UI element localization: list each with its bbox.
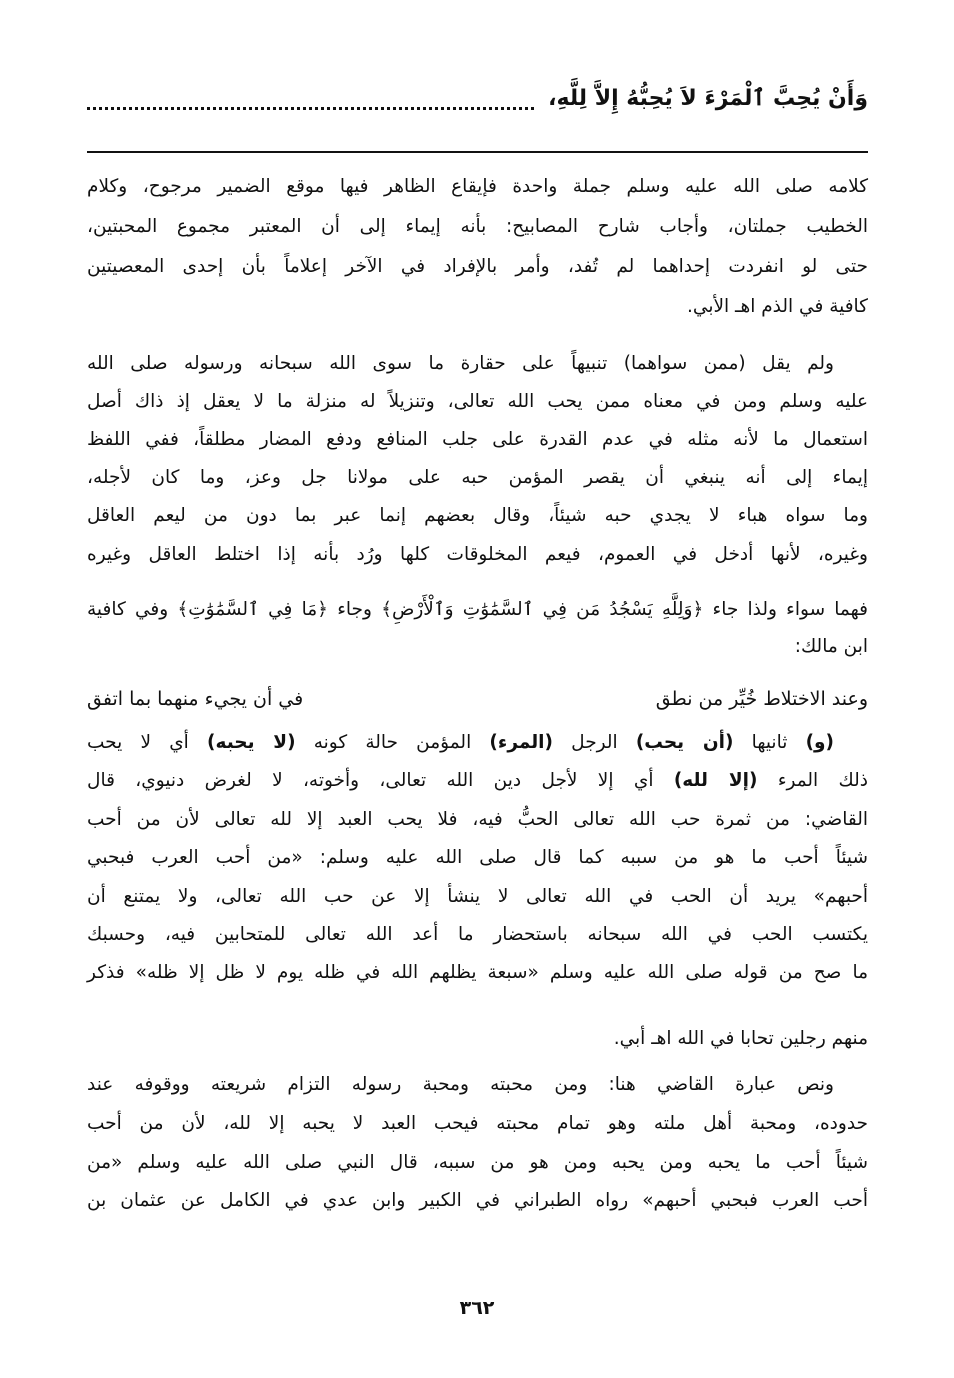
bold-matn-text: (إلا لله): [673, 770, 758, 791]
text-line: منهم رجلين تحابا في الله اهـ أبي.: [613, 1028, 868, 1049]
text-line: وما سواه هباء لا يجدي حبه شيئاً، وقال بعضهم إنما عبر بما دون من ليعم العاقل: [87, 505, 868, 526]
text-line: ما صح من قوله صلى الله عليه وسلم «سبعة يظلهم الله في ظله يوم لا ظل إلا ظله» فذكر: [87, 962, 868, 983]
text-line: يكتسب الحب في الله سبحانه باستحضار ما أعد الله تعالى للمتحابين فيه، وحسبك: [87, 924, 868, 945]
text-line: شيئاً أحب ما هو من سببه كما قال صلى الله عليه وسلم: «من أحب العرب فبحبي: [87, 847, 868, 868]
text-line: حتى لو انفردت إحداهما لم تُفد، وأمر بالإفراد في الآخر إعلاماً بأن إحدى المعصيتين: [87, 256, 868, 277]
verse-first-hemistich: وعند الاختلاط خُيِّر من نطق: [655, 688, 868, 710]
text-line: القاضي: من ثمرة حب الله تعالى الحبُّ فيه، فلا يحب العبد إلا لله تعالى لأن من أحب: [87, 809, 868, 830]
text-line: أحب العرب فبحبي أحبهم» رواه الطبراني في الكبير وابن عدي في الكامل عن عثمان بن: [87, 1190, 868, 1211]
commentary-text: أي إلا لأجل دين الله تعالى، وأخوته، لا لغرض دنيوي، قال: [87, 770, 674, 791]
text-line: فهما سواء ولذا جاء ﴿وَلِلَّهِ يَسْجُدُ مَن فِي ٱلسَّمَٰوَٰتِ وَٱلْأَرْضِ﴾ وجاء ﴿مَا فِي ٱلسَّمَٰوَٰتِ﴾ وفي كافية: [87, 599, 868, 620]
header-dot-leader: [87, 87, 534, 110]
text-line: ابن مالك:: [794, 636, 868, 657]
header-title: وَأَنْ يُحِبَّ ٱلْمَرْءَ لاَ يُحِبُّهُ إِلاَّ لِلَّهِ،: [548, 85, 868, 111]
bold-matn-text: (أن يحب): [635, 732, 734, 753]
commentary-text: ذلك المرء: [757, 770, 869, 791]
text-line: شيئاً أحب ما يحبه ومن يحبه ومن هو من سببه، قال النبي صلى الله عليه وسلم «من: [87, 1152, 868, 1173]
text-line: كلامه صلى الله عليه وسلم جملة واحدة فإيقاع الظاهر فيها موقع الضمير مرجوح، وكلام: [87, 176, 868, 197]
text-line: وغيره، لأنها أدخل في العموم، فيعم المخلوقات كلها ورُد بأنه إذا اختلط العاقل وغيره: [87, 544, 868, 565]
header-rule: [87, 151, 868, 153]
verse-second-hemistich: في أن يجيء منهما بما اتفق: [87, 688, 304, 710]
text-line: أحبهم» يريد أن الحب في الله تعالى لا ينشأ إلا عن حب الله تعالى، ولا يمتنع أن: [87, 886, 868, 907]
commentary-text: أي لا يحب: [87, 732, 208, 753]
text-line: عليه وسلم ومن في معناه ممن يحب الله تعالى، وتنزيلاً له منزلة ما لا يعقل إذ ذاك أصل: [87, 391, 868, 412]
commentary-text: الرجل: [552, 732, 636, 753]
commentary-text: ثانيها: [733, 732, 806, 753]
text-line: [87, 766, 868, 796]
text-line: ونص عبارة القاضي هنا: ومن محبته ومحبة رسوله التزام شريعته ووقوفه عند: [87, 1074, 834, 1095]
bold-matn-text: (لا يحبه): [207, 732, 296, 753]
poetry-verse: [87, 688, 868, 710]
text-line: استعمال ما لأنه مثله في عدم القدرة على جلب المنافع ودفع المضار مطلقاً، ففي اللفظ: [87, 429, 868, 450]
bold-matn-text: (المرء): [489, 732, 553, 753]
text-line: إيماء إلى أنه ينبغي أن يقصر المؤمن حبه على مولانا جل وعز، وما كان لأجله،: [87, 467, 868, 488]
bold-matn-text: (و): [805, 732, 834, 753]
text-line: حدوده، ومحبة أهل ملته وهو تمام محبته فيحب العبد لا يحبه إلا لله، لأن من أحب: [87, 1113, 868, 1134]
running-header: [87, 78, 868, 118]
text-line: الخطيب جملتان، وأجاب شارح المصابيح: بأنه إيماء إلى أن المعتبر مجموع المحبتين،: [87, 216, 868, 237]
text-line: [87, 728, 868, 758]
commentary-text: المؤمن حالة كونه: [295, 732, 490, 753]
text-line: ولم يقل (ممن سواهما) تنبيهاً على حقارة ما سوى الله سبحانه ورسوله صلى الله: [87, 353, 834, 374]
page-number: ٣٦٢: [459, 1297, 495, 1319]
text-line: كافية في الذم اهـ الأبي.: [687, 296, 868, 317]
